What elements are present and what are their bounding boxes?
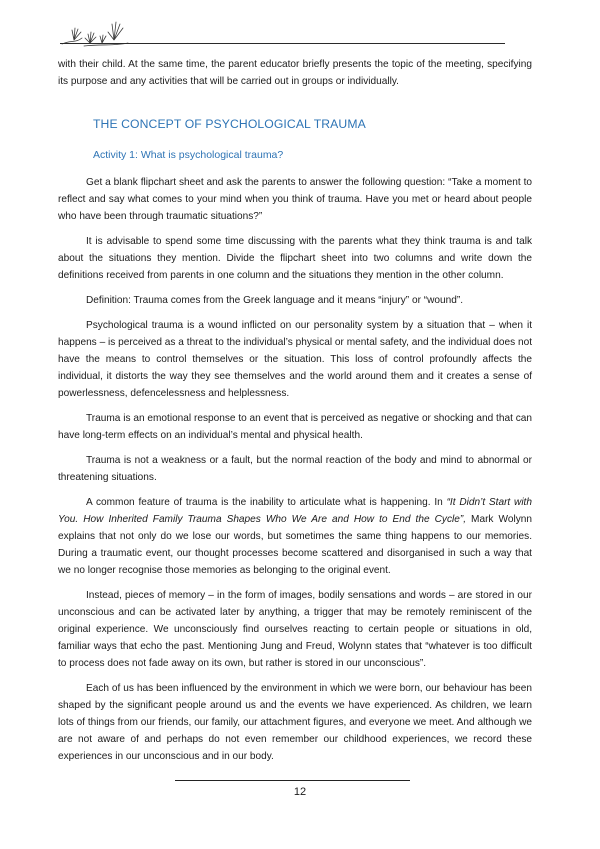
paragraph-text: A common feature of trauma is the inability to articulate what is happening. In xyxy=(86,497,447,508)
paragraph-psychological-trauma: Psychological trauma is a wound inflicted on our personality system by a situation that – when it happens – is perceived as a threat to the individual’s physical or mental safety, and the individual does not have the means to control themselves or the situation. This loss of control profoundly affects the individual, it distorts the way they see themselves and the world around them and it creates a sense of powerlessness, defencelessness and helplessness. xyxy=(58,320,532,399)
footer-divider xyxy=(175,780,410,781)
paragraph-emotional-response: Trauma is an emotional response to an event that is perceived as negative or shocking and that can have long-term effects on an individual’s mental and physical health. xyxy=(58,413,532,441)
paragraph-not-weakness: Trauma is not a weakness or a fault, but the normal reaction of the body and mind to abnormal or threatening situations. xyxy=(58,455,532,483)
page-number: 12 xyxy=(293,786,307,798)
paragraph-text: Mark Wolynn explains that not only do we lose our words, but sometimes the same thing happens to our memories. During a traumatic event, our thought processes become scattered and disorganised in such a way that we no longer recognise those memories as belonging to the original event. xyxy=(58,514,532,576)
page-content xyxy=(58,56,532,765)
paragraph-memory-pieces: Instead, pieces of memory – in the form of images, bodily sensations and words – are stored in our unconscious and can be activated later by anything, a trigger that may be remotely reminiscent of the original experience. We unconsciously find ourselves reacting to certain people or situations in old, familiar ways that echo the past. Mentioning Jung and Freud, Wolynn states that “whatever is too difficult to process does not fade away on its own, but rather is stored in our unconscious”. xyxy=(58,590,532,669)
intro-paragraph: with their child. At the same time, the parent educator briefly presents the topic of the meeting, specifying its purpose and any activities that will be carried out in groups or individually. xyxy=(58,59,532,87)
section-title: THE CONCEPT OF PSYCHOLOGICAL TRAUMA xyxy=(93,117,366,131)
book-title: “It Didn’t Start with You. How Inherited Family Trauma Shapes Who We Are and How to End the Cycle”, xyxy=(58,497,532,525)
paragraph-flipchart-question: Get a blank flipchart sheet and ask the parents to answer the following question: “Take a moment to reflect and say what comes to your mind when you think of trauma. Have you met or heard about people who have been through traumatic situations?” xyxy=(58,177,532,222)
paragraph-discussion: It is advisable to spend some time discussing with the parents what they think trauma is and talk about the situations they mention. Divide the flipchart sheet into two columns and write down the definitions received from parents in one column and the situations they mention in the other column. xyxy=(58,236,532,281)
header-divider xyxy=(60,43,505,44)
paragraph-definition: Definition: Trauma comes from the Greek language and it means “injury” or “wound”. xyxy=(86,295,464,306)
paragraph-environment: Each of us has been influenced by the environment in which we were born, our behaviour has been shaped by the significant people around us and the events we have experienced. As children, we learn lots of things from our friends, our family, our attachment figures, and everyone we meet. And although we are not aware of and perhaps do not even remember our childhood experiences, we record these experiences in our unconscious and in our body. xyxy=(58,683,532,762)
paragraph-common-feature xyxy=(58,494,532,579)
activity-title: Activity 1: What is psychological trauma? xyxy=(93,149,284,161)
